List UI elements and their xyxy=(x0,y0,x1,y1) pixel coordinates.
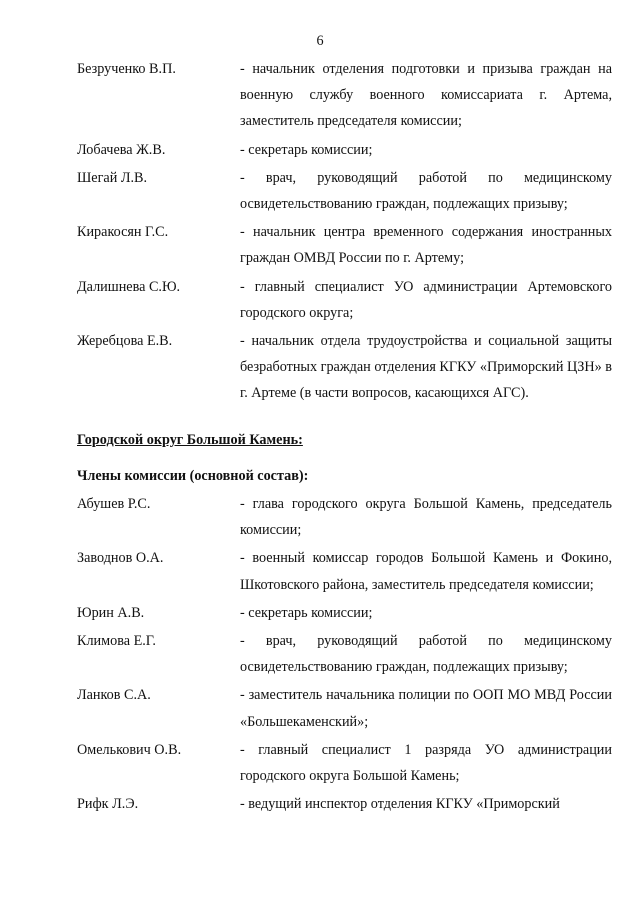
member-entry xyxy=(77,56,612,135)
member-name: Далишнева С.Ю. xyxy=(77,278,181,295)
commission-list-artem xyxy=(77,56,612,407)
member-role: - врач, руководящий работой по медицинскому освидетельствованию граждан, подлежащих призыву; xyxy=(240,169,612,213)
member-entry xyxy=(77,791,612,817)
member-role: - врач, руководящий работой по медицинскому освидетельствованию граждан, подлежащих призыву; xyxy=(240,633,612,676)
member-role: - начальник отделения подготовки и призыва граждан на военную службу военного комиссариата г. Артема, заместитель председателя комиссии; xyxy=(240,61,612,130)
member-entry xyxy=(77,165,612,217)
member-role: - секретарь комиссии; xyxy=(240,141,373,158)
member-name: Юрин А.В. xyxy=(77,604,145,621)
member-entry xyxy=(77,219,612,271)
member-role: - заместитель начальника полиции по ООП МО МВД России «Большекаменский»; xyxy=(240,687,612,730)
member-role: - начальник отдела трудоустройства и социальной защиты безработных граждан отделения КГКУ «Приморский ЦЗН» в г. Артеме (в части вопросов, касающихся АГС). xyxy=(240,333,612,402)
section-heading: Городской округ Большой Камень: xyxy=(77,431,303,448)
member-role: - главный специалист 1 разряда УО администрации городского округа Большой Камень; xyxy=(240,741,612,785)
member-name: Киракосян Г.С. xyxy=(77,224,169,241)
member-entry xyxy=(77,137,612,163)
member-name: Шегай Л.В. xyxy=(77,169,148,186)
member-name: Безрученко В.П. xyxy=(77,61,176,77)
member-role: - главный специалист УО администрации Артемовского городского округа; xyxy=(240,278,612,321)
member-role: - военный комиссар городов Большой Камень и Фокино, Шкотовского района, заместитель председателя комиссии; xyxy=(240,550,612,593)
document-body xyxy=(77,56,612,819)
subsection-heading: Члены комиссии (основной состав): xyxy=(77,467,309,484)
member-name: Абушев Р.С. xyxy=(77,496,151,513)
member-entry xyxy=(77,600,612,626)
member-role: - глава городского округа Большой Камень, председатель комиссии; xyxy=(240,496,612,539)
member-name: Рифк Л.Э. xyxy=(77,796,139,813)
member-entry xyxy=(77,628,612,680)
member-entry xyxy=(77,737,612,789)
member-entry xyxy=(77,545,612,597)
member-entry xyxy=(77,491,612,543)
member-name: Лобачева Ж.В. xyxy=(77,141,166,158)
member-entry xyxy=(77,274,612,326)
member-name: Заводнов О.А. xyxy=(77,550,164,567)
page-number: 6 xyxy=(316,33,324,49)
member-entry xyxy=(77,682,612,734)
commission-list-bolshoy-kamen xyxy=(77,491,612,817)
member-name: Ланков С.А. xyxy=(77,687,151,704)
member-role: - начальник центра временного содержания иностранных граждан ОМВД России по г. Артему; xyxy=(240,224,612,267)
member-name: Жеребцова Е.В. xyxy=(77,333,173,350)
member-name: Омелькович О.В. xyxy=(77,741,182,758)
member-role: - ведущий инспектор отделения КГКУ «Приморский xyxy=(240,796,560,813)
member-role: - секретарь комиссии; xyxy=(240,604,373,621)
member-entry xyxy=(77,328,612,407)
member-name: Климова Е.Г. xyxy=(77,633,156,650)
